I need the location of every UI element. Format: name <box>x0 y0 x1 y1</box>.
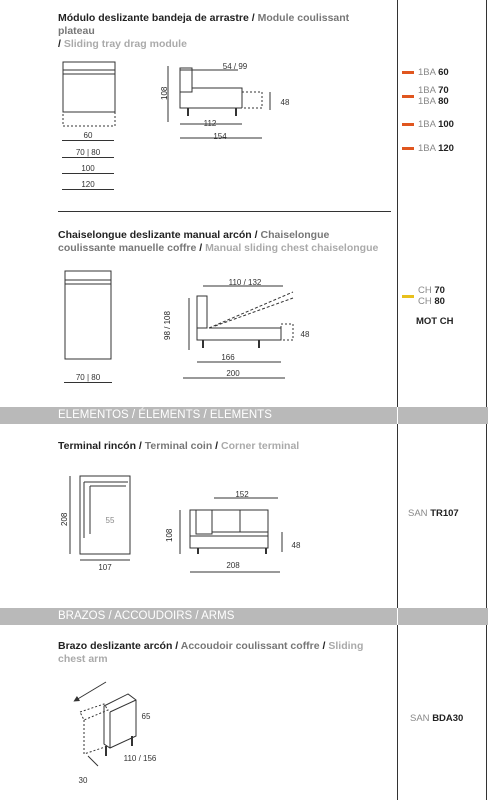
dim-len: 208 <box>226 561 240 570</box>
dim-seat: 48 <box>300 330 310 339</box>
band-label: ELEMENTOS / ÉLEMENTS / ELEMENTS <box>58 409 272 421</box>
code-number: 100 <box>438 119 454 130</box>
dim-depth: 208 <box>60 512 69 526</box>
code-prefix: 1BA <box>418 85 436 96</box>
dim-height: 108 <box>165 528 174 542</box>
title-fr: Accoudoir coulissant coffre <box>180 640 320 652</box>
dim-w4: 120 <box>62 180 114 190</box>
band-arms <box>0 608 488 625</box>
dim-d1: 166 <box>221 353 235 362</box>
code-ch-70-80 <box>402 285 445 307</box>
code-san-tr107 <box>408 508 459 519</box>
code-1ba-70-80 <box>402 85 449 107</box>
dim-height: 108 <box>160 86 169 100</box>
dim-d2: 200 <box>226 369 240 378</box>
code-number: 120 <box>438 143 454 154</box>
dim-w1: 60 <box>62 131 114 141</box>
sep: / <box>196 242 206 254</box>
dim-h: 65 <box>141 712 151 721</box>
right-border <box>486 0 487 800</box>
code-number: TR107 <box>430 508 459 519</box>
band-label: BRAZOS / ACCOUDOIRS / ARMS <box>58 610 235 622</box>
band-elements <box>0 407 488 424</box>
orange-dash <box>402 123 414 126</box>
dim-height: 98 / 108 <box>163 311 172 340</box>
top-view-module-drawing <box>62 60 122 130</box>
title-en: Sliding tray drag module <box>63 38 187 50</box>
dim-seat: 48 <box>291 541 301 550</box>
code-number: MOT CH <box>416 316 454 327</box>
code-prefix: 1BA <box>418 119 436 130</box>
title-es: Terminal rincón <box>58 440 136 452</box>
code-san-bda30 <box>410 713 463 724</box>
code-mot-ch <box>416 316 453 327</box>
orange-dash <box>402 147 414 150</box>
dim-top: 54 / 99 <box>222 62 248 71</box>
code-number: 60 <box>438 67 449 78</box>
dim-d1: 112 <box>203 119 217 128</box>
dim-w: 30 <box>78 776 88 785</box>
section-title-chaiselongue <box>58 229 388 255</box>
title-en: Corner terminal <box>221 440 300 452</box>
dim-w3: 100 <box>62 164 114 174</box>
top-view-chaiselongue-drawing <box>64 270 124 370</box>
code-1ba-120 <box>402 143 454 154</box>
code-number: 70 <box>434 285 445 296</box>
side-view-module-drawing <box>160 60 290 140</box>
code-number: 80 <box>434 296 445 307</box>
title-fr: Terminal coin <box>144 440 213 452</box>
dim-w2: 70 | 80 <box>62 148 114 158</box>
code-prefix: SAN <box>408 508 428 519</box>
section-title-sliding-tray <box>58 12 378 51</box>
sep2: / <box>58 38 64 50</box>
code-number: 80 <box>438 96 449 107</box>
section-divider <box>58 211 391 212</box>
title-en: Sliding chest arm <box>58 640 364 665</box>
section-title-sliding-arm <box>58 640 388 666</box>
dim-w: 107 <box>98 563 112 572</box>
code-prefix: SAN <box>410 713 430 724</box>
title-fr: Module coulissant plateau <box>58 12 350 37</box>
dim-w: 70 | 80 <box>64 373 112 383</box>
sep: / <box>251 229 261 241</box>
dim-d: 110 / 156 <box>123 754 157 763</box>
code-1ba-60 <box>402 67 449 78</box>
title-es: Módulo deslizante bandeja de arrastre <box>58 12 249 24</box>
code-prefix: CH <box>418 296 432 307</box>
dim-seat: 48 <box>280 98 290 107</box>
title-es: Chaiselongue deslizante manual arcón <box>58 229 252 241</box>
section-title-corner-terminal <box>58 440 388 453</box>
code-prefix: CH <box>418 285 432 296</box>
title-fr: Chaiselongue coulissante manuelle coffre <box>58 229 330 254</box>
side-view-chaiselongue-drawing <box>175 278 305 378</box>
orange-dash <box>402 95 414 98</box>
sep: / <box>248 12 258 24</box>
band-divider <box>397 407 398 424</box>
title-es: Brazo deslizante arcón <box>58 640 173 652</box>
sep: / <box>172 640 181 652</box>
band-divider <box>397 608 398 625</box>
code-number: 70 <box>438 85 449 96</box>
code-prefix: 1BA <box>418 143 436 154</box>
orange-dash <box>402 71 414 74</box>
sep: / <box>212 440 222 452</box>
code-number: BDA30 <box>432 713 464 724</box>
column-divider <box>397 0 398 800</box>
sep: / <box>136 440 145 452</box>
dim-top: 152 <box>235 490 249 499</box>
code-1ba-100 <box>402 119 454 130</box>
code-prefix: 1BA <box>418 67 436 78</box>
dim-inner: 55 <box>105 516 115 525</box>
dim-d2: 154 <box>213 132 227 141</box>
title-en: Manual sliding chest chaiselongue <box>205 242 379 254</box>
yellow-dash <box>402 295 414 298</box>
code-prefix: 1BA <box>418 96 436 107</box>
dim-top: 110 / 132 <box>228 278 262 287</box>
sep: / <box>319 640 329 652</box>
